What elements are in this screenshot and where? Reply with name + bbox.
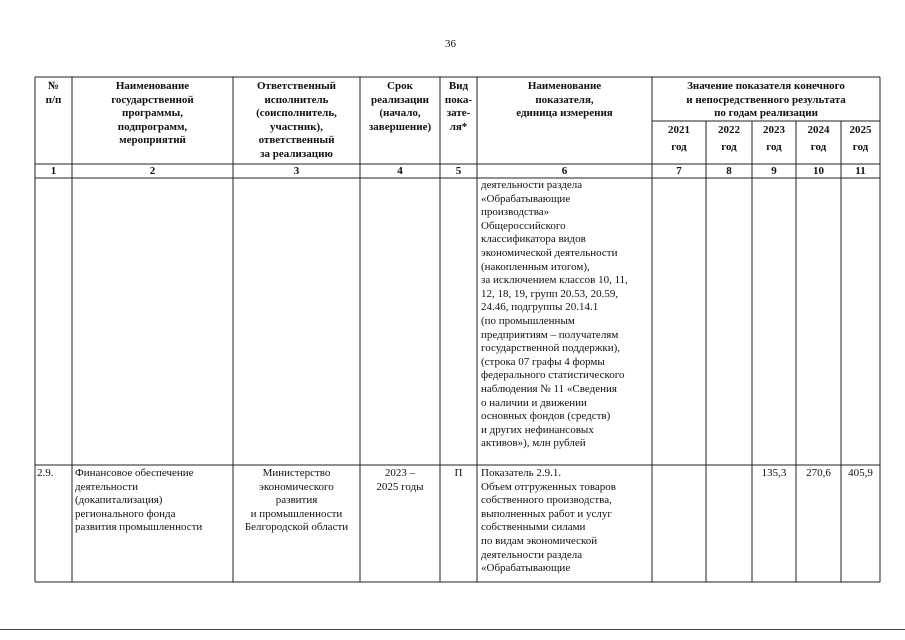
indicator-type: П xyxy=(454,467,463,479)
column-number: 7 xyxy=(676,165,682,177)
indicator-continued-line: производства» xyxy=(481,206,550,219)
header-year-2024: 2024 год xyxy=(807,124,830,153)
header-col-number: № п/п xyxy=(45,80,62,106)
column-number: 5 xyxy=(455,165,462,177)
indicator-continued-line: предприятиям – получателям xyxy=(481,328,619,341)
indicator-continued-line: (накопленным итогом), xyxy=(481,260,590,273)
column-number: 6 xyxy=(561,165,568,177)
value-2024: 270,6 xyxy=(806,467,831,479)
header-col-program-name: Наименование государственной программы, подпрограмм, мероприятий xyxy=(111,80,194,147)
column-number: 4 xyxy=(397,165,403,177)
page-number: 36 xyxy=(445,38,456,50)
indicator-continued-line: Общероссийского xyxy=(481,219,566,232)
indicator-continued-line: о наличии и движении xyxy=(481,396,587,409)
column-number: 11 xyxy=(855,165,866,177)
header-col-term: Срок реализации (начало, завершение) xyxy=(368,80,432,133)
header-col-indicator-name: Наименование показателя, единица измерения xyxy=(516,80,613,120)
indicator-continued-line: наблюдения № 11 «Сведения xyxy=(481,382,617,395)
responsible-executor: Министерство экономического развития и промышленности Белгородской области xyxy=(244,467,349,534)
header-col-executor: Ответственный исполнитель (соисполнитель, участник), ответственный за реализацию xyxy=(256,80,337,160)
header-col-values-group: Значение показателя конечного и непосредственного результата по годам реализации xyxy=(686,80,846,120)
value-2025: 405,9 xyxy=(848,467,873,479)
indicator-continued-line: 12, 18, 19, групп 20.53, 20.59, xyxy=(481,287,619,300)
column-number: 3 xyxy=(293,165,300,177)
indicator-line: собственного производства, xyxy=(481,494,612,507)
column-number: 10 xyxy=(813,165,824,177)
indicator-continued-line: основных фондов (средств) xyxy=(481,410,611,423)
indicator-line: Объем отгруженных товаров xyxy=(481,480,616,493)
column-number: 8 xyxy=(726,165,732,177)
indicator-continued-line: и других нефинансовых xyxy=(481,423,594,436)
column-number: 9 xyxy=(771,165,777,177)
header-col-indicator-type: Вид пока- зате- ля* xyxy=(444,80,473,133)
value-2023: 135,3 xyxy=(761,467,787,479)
header-year-2023: 2023 год xyxy=(763,124,785,153)
column-number: 1 xyxy=(50,165,57,177)
indicator-line: по видам экономической xyxy=(481,534,598,547)
indicator-text xyxy=(481,467,651,576)
indicator-line: собственными силами xyxy=(481,521,586,534)
indicator-continued-line: экономической деятельности xyxy=(481,246,618,259)
indicator-line: деятельности раздела xyxy=(481,548,583,561)
header-year-2021: 2021 год xyxy=(668,124,690,153)
indicator-continued-line: 24.46, подгруппы 20.14.1 xyxy=(481,301,599,314)
header-year-2025: 2025 год xyxy=(849,124,872,153)
indicator-continued-line: (по промышленным xyxy=(481,314,575,327)
scan-edge-line xyxy=(0,629,905,630)
indicator-continued-line: государственной поддержки), xyxy=(481,342,621,355)
activity-name: Финансовое обеспечение деятельности (докапитализация) регионального фонда развития промышленности xyxy=(75,467,203,534)
indicator-line: Показатель 2.9.1. xyxy=(481,467,562,479)
row-number: 2.9. xyxy=(37,467,54,479)
indicator-continued-line: деятельности раздела xyxy=(481,179,583,191)
indicator-text-continued xyxy=(481,179,651,451)
indicator-line: выполненных работ и услуг xyxy=(481,507,612,520)
indicator-continued-line: активов»), млн рублей xyxy=(481,437,586,450)
implementation-term: 2023 – 2025 годы xyxy=(376,467,424,493)
indicator-continued-line: «Обрабатывающие xyxy=(481,192,571,205)
header-year-2022: 2022 год xyxy=(718,124,740,153)
column-number: 2 xyxy=(149,165,156,177)
indicator-continued-line: федерального статистического xyxy=(481,369,625,382)
indicator-continued-line: за исключением классов 10, 11, xyxy=(481,274,628,287)
indicator-line: «Обрабатывающие xyxy=(481,562,571,575)
indicator-continued-line: классификатора видов xyxy=(481,233,586,246)
indicator-continued-line: (строка 07 графы 4 формы xyxy=(481,355,605,368)
